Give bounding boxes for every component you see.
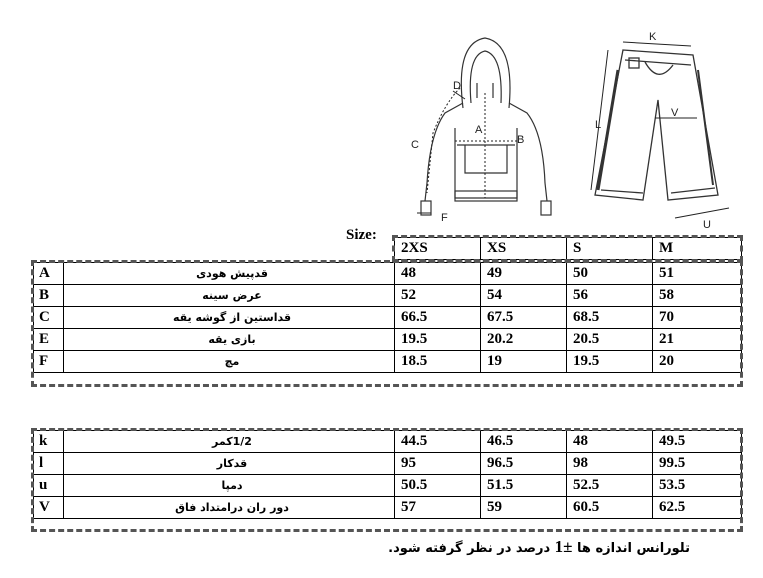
- row-value-2xs: 18.5: [395, 351, 481, 373]
- row-value-s: 60.5: [567, 497, 653, 519]
- size-label: Size:: [346, 227, 377, 243]
- tolerance-note-end: درصد در نظر گرفته شود.: [388, 541, 555, 556]
- hoodie-label-b: B: [517, 134, 525, 146]
- pants-size-table: [33, 430, 742, 519]
- hoodie-diagram: [405, 33, 565, 223]
- row-value-s: 50: [567, 263, 653, 285]
- row-value-xs: 20.2: [481, 329, 567, 351]
- row-value-xs: 46.5: [481, 431, 567, 453]
- hoodie-label-c: C: [411, 139, 419, 151]
- row-value-2xs: 44.5: [395, 431, 481, 453]
- size-s: S: [567, 238, 653, 260]
- row-code: E: [34, 329, 64, 351]
- pants-label-l: L: [595, 119, 602, 131]
- row-value-2xs: 66.5: [395, 307, 481, 329]
- table-row: [34, 475, 742, 497]
- row-name: قدکار: [64, 453, 395, 475]
- pants-label-v: V: [671, 107, 679, 119]
- size-header-table: [394, 237, 742, 260]
- row-name: دور ران درامتداد فاق: [64, 497, 395, 519]
- row-name: بازی یقه: [64, 329, 395, 351]
- row-value-s: 98: [567, 453, 653, 475]
- row-value-s: 19.5: [567, 351, 653, 373]
- row-code: V: [34, 497, 64, 519]
- row-value-2xs: 19.5: [395, 329, 481, 351]
- row-value-m: 70: [653, 307, 742, 329]
- row-code: C: [34, 307, 64, 329]
- pants-label-u: U: [703, 219, 711, 230]
- table-row: [34, 453, 742, 475]
- table-row: [34, 497, 742, 519]
- row-code: u: [34, 475, 64, 497]
- row-value-2xs: 57: [395, 497, 481, 519]
- hoodie-label-a: A: [475, 124, 483, 136]
- table-row: [34, 307, 742, 329]
- row-value-xs: 59: [481, 497, 567, 519]
- row-name: دمپا: [64, 475, 395, 497]
- hoodie-size-table: [33, 262, 742, 373]
- table-row: [34, 329, 742, 351]
- row-value-s: 48: [567, 431, 653, 453]
- row-value-2xs: 52: [395, 285, 481, 307]
- row-value-xs: 49: [481, 263, 567, 285]
- row-name: قداستین از گوشه یقه: [64, 307, 395, 329]
- row-value-xs: 67.5: [481, 307, 567, 329]
- row-value-xs: 54: [481, 285, 567, 307]
- row-value-xs: 96.5: [481, 453, 567, 475]
- row-value-s: 68.5: [567, 307, 653, 329]
- row-value-m: 99.5: [653, 453, 742, 475]
- row-value-2xs: 48: [395, 263, 481, 285]
- hoodie-label-f: F: [441, 212, 448, 223]
- row-code: A: [34, 263, 64, 285]
- pants-label-k: K: [649, 31, 657, 43]
- hoodie-label-d: D: [453, 80, 461, 92]
- row-code: l: [34, 453, 64, 475]
- tolerance-note-start: تلورانس اندازه ها: [572, 541, 690, 556]
- size-header-row: [395, 238, 742, 260]
- row-value-s: 56: [567, 285, 653, 307]
- row-code: k: [34, 431, 64, 453]
- row-value-s: 20.5: [567, 329, 653, 351]
- row-value-m: 49.5: [653, 431, 742, 453]
- table-row: [34, 285, 742, 307]
- row-code: F: [34, 351, 64, 373]
- row-value-m: 51: [653, 263, 742, 285]
- tolerance-note: [365, 537, 690, 557]
- row-value-m: 58: [653, 285, 742, 307]
- tolerance-value: ±1: [554, 537, 573, 556]
- pants-diagram: [583, 30, 748, 230]
- table-row: [34, 431, 742, 453]
- row-name: عرض سینه: [64, 285, 395, 307]
- size-xs: XS: [481, 238, 567, 260]
- row-name: 1/2کمر: [64, 431, 395, 453]
- row-value-2xs: 50.5: [395, 475, 481, 497]
- table-row: [34, 351, 742, 373]
- row-value-xs: 51.5: [481, 475, 567, 497]
- table-row: [34, 263, 742, 285]
- row-value-2xs: 95: [395, 453, 481, 475]
- row-value-s: 52.5: [567, 475, 653, 497]
- row-value-m: 53.5: [653, 475, 742, 497]
- size-m: M: [653, 238, 742, 260]
- row-name: مچ: [64, 351, 395, 373]
- row-value-m: 62.5: [653, 497, 742, 519]
- row-name: قدپیش هودی: [64, 263, 395, 285]
- size-2xs: 2XS: [395, 238, 481, 260]
- row-value-m: 21: [653, 329, 742, 351]
- row-value-xs: 19: [481, 351, 567, 373]
- row-code: B: [34, 285, 64, 307]
- row-value-m: 20: [653, 351, 742, 373]
